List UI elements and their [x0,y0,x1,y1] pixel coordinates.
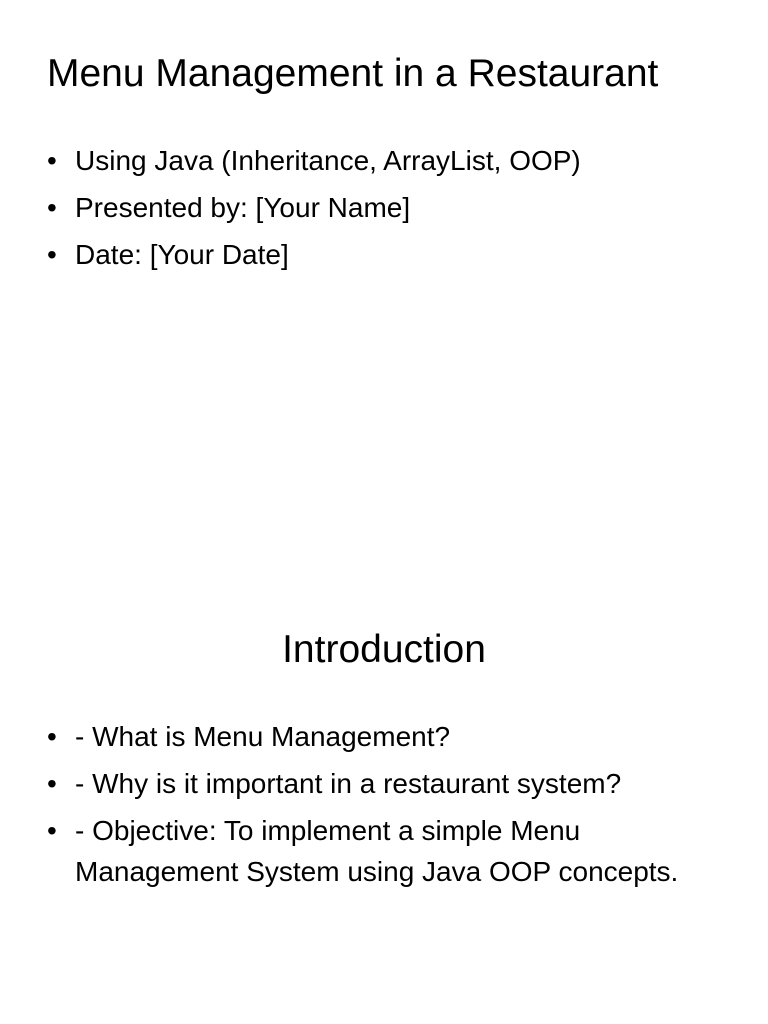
bullet-text: Using Java (Inheritance, ArrayList, OOP) [75,145,581,176]
bullet-icon: • [47,192,57,223]
list-item [47,716,697,757]
bullet-text: - Objective: To implement a simple Menu Management System using Java OOP concepts. [75,815,679,887]
list-item [47,763,697,804]
bullet-icon: • [47,145,57,176]
list-item [47,140,727,181]
slide-2-title: Introduction [282,628,486,671]
bullet-icon: • [47,239,57,270]
bullet-icon: • [47,768,57,799]
slide-1-title: Menu Management in a Restaurant [47,52,659,95]
list-item [47,187,727,228]
bullet-text: - Why is it important in a restaurant system? [75,768,622,799]
slide-introduction [0,576,768,1024]
bullet-text: - What is Menu Management? [75,721,451,752]
bullet-icon: • [47,721,57,752]
bullet-icon: • [47,815,57,846]
slide-2-bullet-list [47,716,697,898]
slide-1-bullet-list [47,140,727,281]
bullet-text: Presented by: [Your Name] [75,192,411,223]
bullet-text: Date: [Your Date] [75,239,289,270]
list-item [47,810,697,892]
list-item [47,234,727,275]
